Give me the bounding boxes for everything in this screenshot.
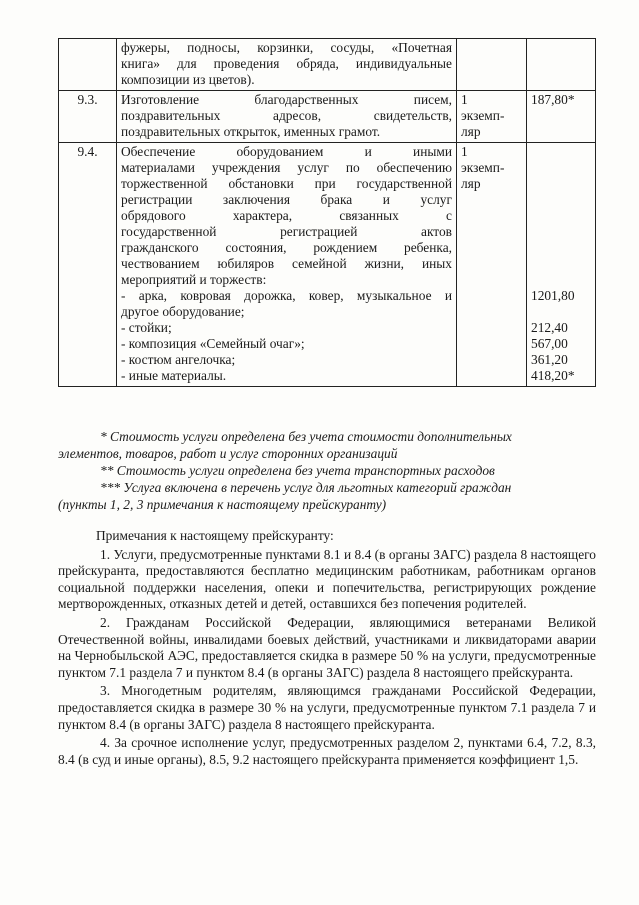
unit-cell bbox=[457, 39, 527, 91]
unit-cell: 1 экземп- ляр bbox=[457, 143, 527, 387]
price-value: 418,20* bbox=[531, 368, 575, 383]
row-number bbox=[59, 39, 117, 91]
price-cell: 187,80* bbox=[527, 91, 596, 143]
price-value: 567,00 bbox=[531, 336, 568, 351]
remark-item: 1. Услуги, предусмотренные пунктами 8.1 и 8.4 (в органы ЗАГС) раздела 8 настоящего прейскуранта, предоставляются бесплатно медицинским работникам, работникам органов социальной поддержки населения, опеки и попечительства, регистрирующих рождение мертворожденных, отказных детей и детей, оставшихся без попечения родителей. bbox=[58, 546, 596, 612]
footnote: (пункты 1, 2, 3 примечания к настоящему прейскуранту) bbox=[58, 497, 387, 512]
price-value: 1201,80 bbox=[531, 288, 575, 303]
table-row bbox=[59, 39, 596, 91]
remark-item: 4. За срочное исполнение услуг, предусмотренных разделом 2, пунктами 6.4, 7.2, 8.3, 8.4 (в суд и иные органы), 8.5, 9.2 настоящего прейскуранта применяется коэффициент 1,5. bbox=[58, 735, 596, 767]
price-value: 361,20 bbox=[531, 352, 568, 367]
footnotes bbox=[58, 428, 596, 513]
service-description: фужеры, подносы, корзинки, сосуды, «Почетная книга» для проведения обряда, индивидуальные композиции из цветов). bbox=[117, 39, 457, 91]
price-value: 212,40 bbox=[531, 320, 568, 335]
table-row bbox=[59, 143, 596, 387]
unit-cell: 1 экземп- ляр bbox=[457, 91, 527, 143]
remark-item: 3. Многодетным родителям, являющимся гражданами Российской Федерации, предоставляется скидка в размере 30 % на услуги, предусмотренные пунктом 7.1 раздела 7 и пунктом 8.4 (в органы ЗАГС) раздела 8 настоящего прейскуранта. bbox=[58, 683, 596, 732]
table-row bbox=[59, 91, 596, 143]
remark-item: 2. Гражданам Российской Федерации, являющимися ветеранами Великой Отечественной войны, инвалидами боевых действий, участниками и ликвидаторами аварии на Чернобыльской АЭС, предоставляется скидка в размере 50 % на услуги, предусмотренные пунктом 7.1 раздела 7 и пунктом 8.4 (в органы ЗАГС) раздела 8 настоящего прейскуранта. bbox=[58, 614, 596, 680]
remarks-section bbox=[58, 528, 596, 770]
service-description: Обеспечение оборудованием и иными материалами учреждения услуг по обеспечению торжественной обстановки при государственной регистрации заключения брака и услуг обрядового характера, связанных с государственной регистрацией актов гражданского состояния, рождением ребенка, чествованием юбиляров семейной жизни, иных мероприятий и торжеств: - арка, ковровая дорожка, ковер, музыкальное и другое оборудование; - стойки; - композиция «Семейный очаг»; - костюм ангелочка; - иные материалы. bbox=[117, 143, 457, 387]
service-description: Изготовление благодарственных писем, поздравительных адресов, свидетельств, поздравительных открыток, именных грамот. bbox=[117, 91, 457, 143]
price-cell bbox=[527, 143, 596, 387]
price-cell bbox=[527, 39, 596, 91]
footnote: ** Стоимость услуги определена без учета транспортных расходов bbox=[100, 463, 495, 478]
footnote: элементов, товаров, работ и услуг сторонних организаций bbox=[58, 446, 398, 461]
footnote: * Стоимость услуги определена без учета стоимости дополнительных bbox=[100, 429, 512, 444]
price-table bbox=[58, 38, 596, 387]
remarks-heading: Примечания к настоящему прейскуранту: bbox=[96, 528, 334, 543]
footnote: *** Услуга включена в перечень услуг для льготных категорий граждан bbox=[100, 480, 512, 495]
row-number: 9.3. bbox=[59, 91, 117, 143]
row-number: 9.4. bbox=[59, 143, 117, 387]
